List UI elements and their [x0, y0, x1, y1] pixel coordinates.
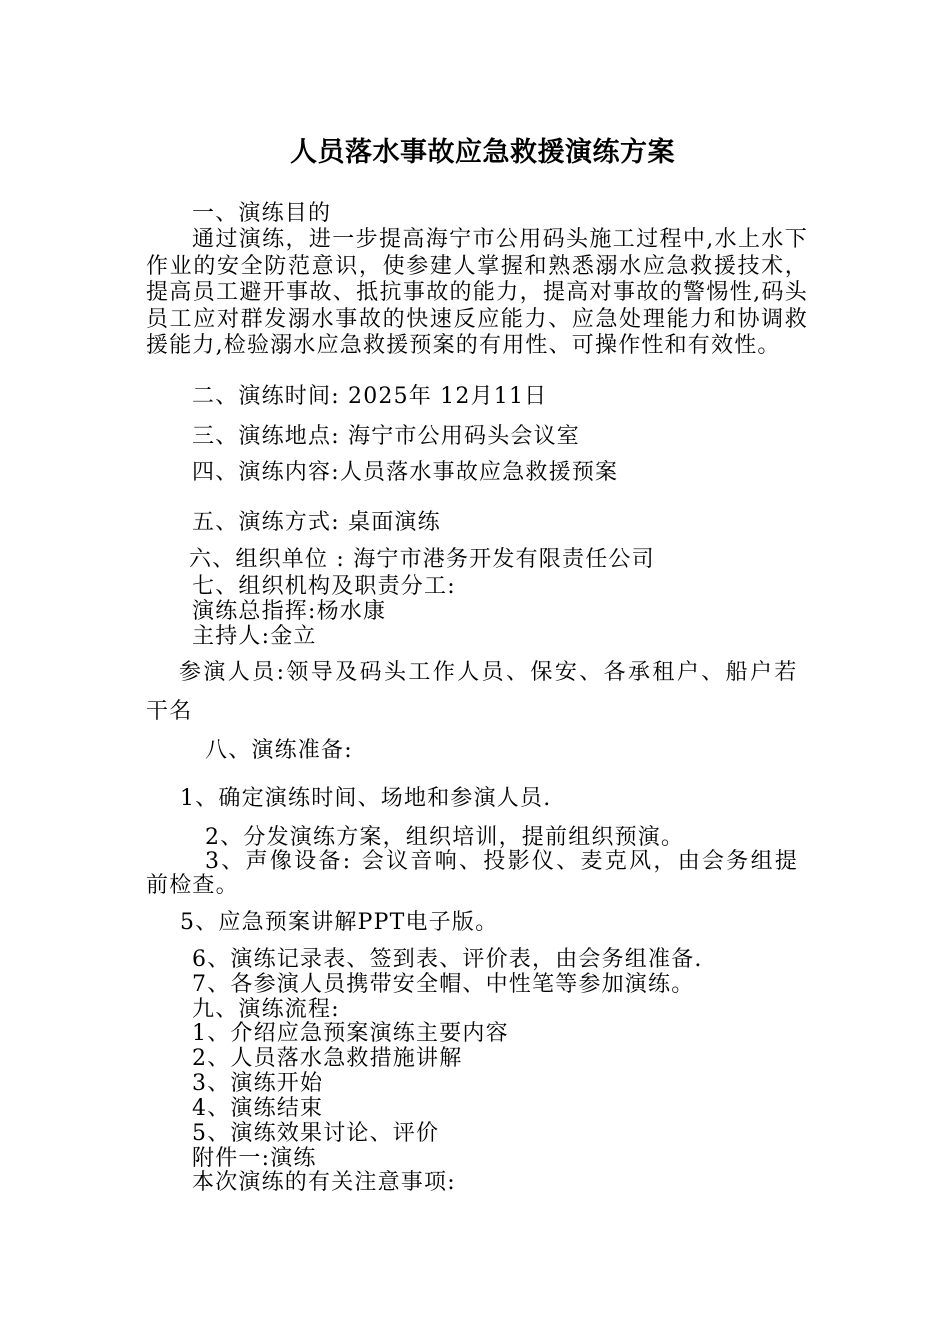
prep-item-1: 1、确定演练时间、场地和参演人员. [180, 786, 552, 811]
notes-heading: 本次演练的有关注意事项: [192, 1170, 456, 1195]
section-8-heading: 八、演练准备: [205, 738, 353, 763]
document-title: 人员落水事故应急救援演练方案 [290, 137, 675, 168]
section-9-heading: 九、演练流程: [192, 997, 340, 1022]
flow-item-2: 2、人员落水急救措施讲解 [192, 1046, 463, 1071]
section-2-time: 二、演练时间: 2025年 12月11日 [192, 384, 548, 409]
participants-line-2: 干名 [146, 699, 193, 724]
prep-item-3-line-1: 3、声像设备: 会议音响、投影仪、麦克风，由会务组提 [205, 849, 800, 874]
appendix-line: 附件一:演练 [192, 1146, 317, 1171]
section-7-heading: 七、组织机构及职责分工: [192, 574, 456, 599]
flow-item-4: 4、演练结束 [192, 1096, 324, 1121]
host-line: 主持人:金立 [192, 624, 317, 649]
prep-item-3-line-2: 前检查。 [146, 873, 239, 898]
section-1-heading: 一、演练目的 [192, 201, 332, 226]
prep-item-2: 2、分发演练方案，组织培训，提前组织预演。 [205, 825, 685, 850]
prep-item-5: 5、应急预案讲解PPT电子版。 [180, 910, 499, 935]
flow-item-3: 3、演练开始 [192, 1071, 324, 1096]
section-1-body: 通过演练，进一步提高海宁市公用码头施工过程中,水上水下作业的安全防范意识，使参建人掌握和熟悉溺水应急救援技术，提高员工避开事故、抵抗事故的能力，提高对事故的警惕性,码头员工应对群发溺水事故的快速反应能力、应急处理能力和协调救援能力,检验溺水应急救援预案的有用性、可操作性和有效性。 [146, 227, 808, 358]
flow-item-5: 5、演练效果讨论、评价 [192, 1121, 440, 1146]
prep-item-7: 7、各参演人员携带安全帽、中性笔等参加演练。 [192, 972, 695, 997]
prep-item-6: 6、演练记录表、签到表、评价表，由会务组准备. [192, 947, 703, 972]
section-4-content: 四、演练内容:人员落水事故应急救援预案 [192, 460, 619, 485]
flow-item-1: 1、介绍应急预案演练主要内容 [192, 1021, 509, 1046]
commander-line: 演练总指挥:杨水康 [192, 599, 387, 624]
section-5-method: 五、演练方式: 桌面演练 [192, 510, 441, 535]
participants-line-1: 参演人员:领导及码头工作人员、保安、各承租户、船户若 [179, 660, 799, 685]
section-6-organizer: 六、组织单位 : 海宁市港务开发有限责任公司 [189, 547, 655, 572]
section-3-location: 三、演练地点: 海宁市公用码头会议室 [192, 424, 581, 449]
